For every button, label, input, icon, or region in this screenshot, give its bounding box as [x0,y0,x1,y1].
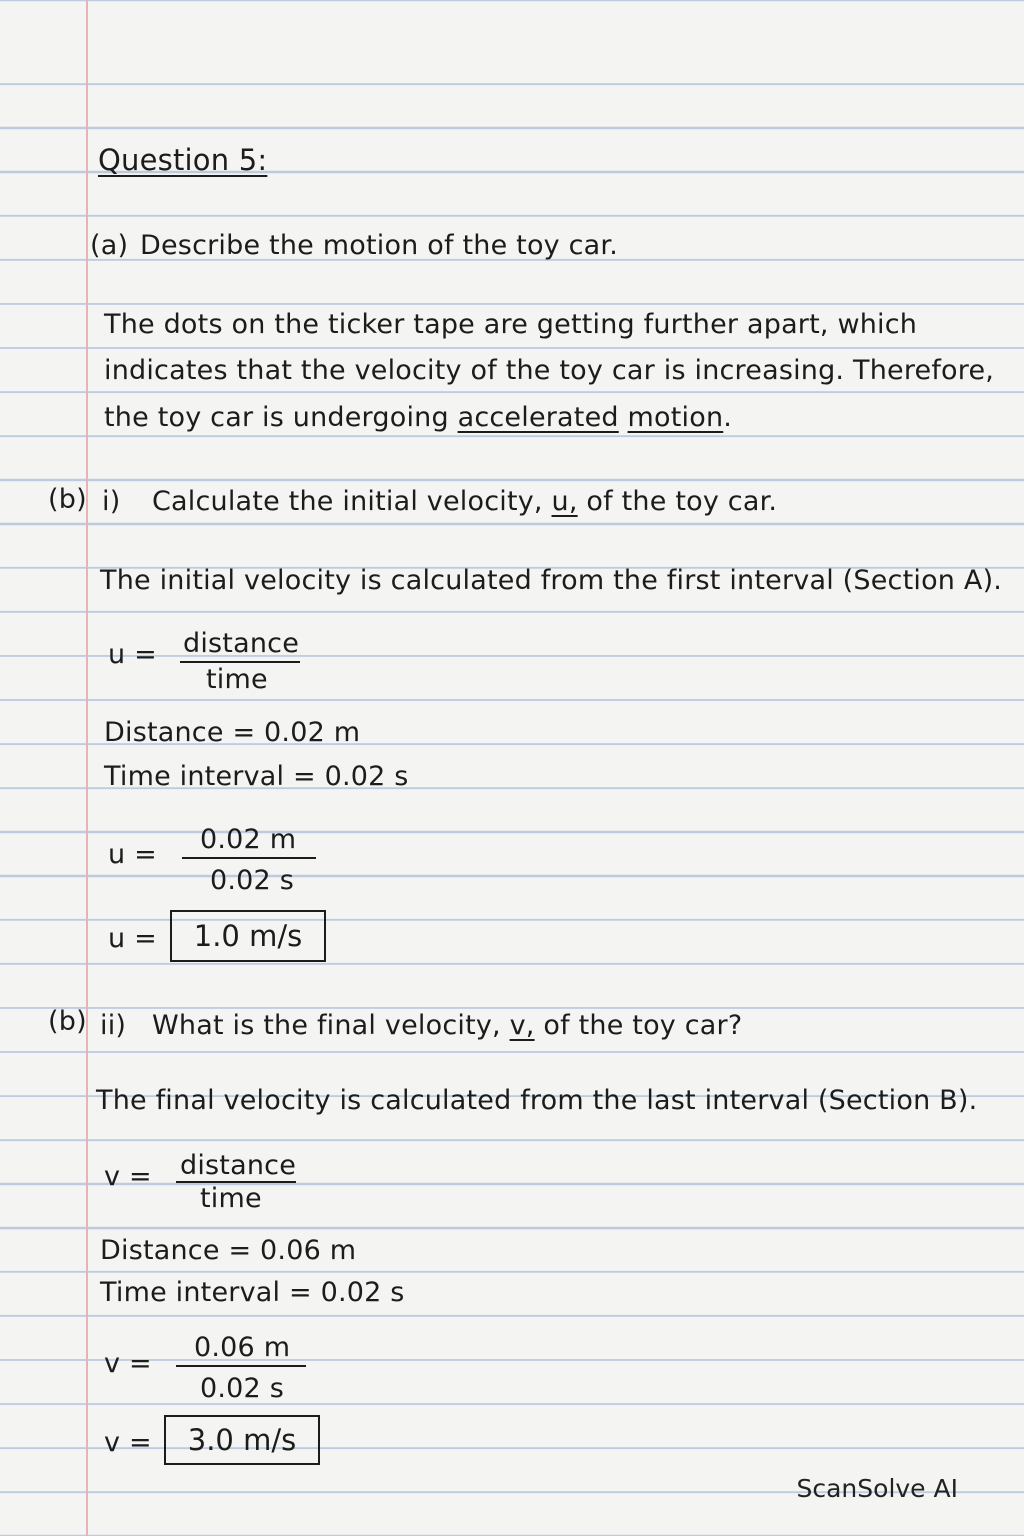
question-start: What is the final velocity, [152,1010,501,1041]
formula-v-numerator: distance [180,1150,297,1181]
result-v-box: 3.0 m/s [164,1415,320,1465]
part-a-label: (a) [90,230,129,261]
calc-v-numerator: 0.06 m [194,1332,291,1363]
formula-v-denominator: time [200,1183,262,1214]
calc-u-fraction-bar [182,857,316,859]
formula-u-fraction-bar [180,661,300,663]
question-title: Question 5: [98,143,268,177]
part-a-question: Describe the motion of the toy car. [140,230,619,261]
part-bi-label: (b) [48,484,87,515]
part-bi-time: Time interval = 0.02 s [104,761,409,792]
calc-v-lhs: v = [104,1348,152,1379]
part-bi-intro: The initial velocity is calculated from the first interval (Section A). [100,565,1003,596]
question-start: Calculate the initial velocity, [152,486,543,517]
answer-accelerated: accelerated [457,402,619,433]
formula-u-numerator: distance [183,628,300,659]
result-u-box: 1.0 m/s [170,910,326,962]
result-u-lhs: u = [108,923,157,954]
part-bii-distance: Distance = 0.06 m [100,1235,357,1266]
formula-v-lhs: v = [104,1161,152,1192]
question-end: of the toy car. [586,486,778,517]
part-bii-time: Time interval = 0.02 s [100,1277,405,1308]
answer-end: . [723,402,733,433]
brand-watermark: ScanSolve AI [796,1474,958,1503]
formula-u-denominator: time [206,664,268,695]
question-end: of the toy car? [543,1010,743,1041]
calc-u-numerator: 0.02 m [200,824,297,855]
result-v-lhs: v = [104,1427,152,1458]
part-a-answer-line-3 [104,404,732,431]
calc-v-fraction-bar [176,1365,306,1367]
question-variable-u: u, [551,486,578,517]
part-bi-question [152,488,777,515]
part-bii-sublabel: ii) [100,1010,127,1041]
part-bii-question [152,1012,742,1039]
part-bii-intro: The final velocity is calculated from the last interval (Section B). [96,1085,978,1116]
part-a-answer-line-1: The dots on the ticker tape are getting further apart, which [104,309,918,340]
part-a-answer-line-2: indicates that the velocity of the toy car is increasing. Therefore, [104,355,995,386]
question-variable-v: v, [509,1010,535,1041]
answer-motion: motion [627,402,724,433]
calc-u-lhs: u = [108,839,157,870]
part-bi-distance: Distance = 0.02 m [104,717,361,748]
answer-line-3-start: the toy car is undergoing [104,402,449,433]
calc-u-denominator: 0.02 s [210,865,294,896]
formula-u-lhs: u = [108,639,157,670]
part-bi-sublabel: i) [102,486,121,517]
part-bii-label: (b) [48,1006,87,1037]
margin-line [86,0,88,1536]
calc-v-denominator: 0.02 s [200,1373,284,1404]
